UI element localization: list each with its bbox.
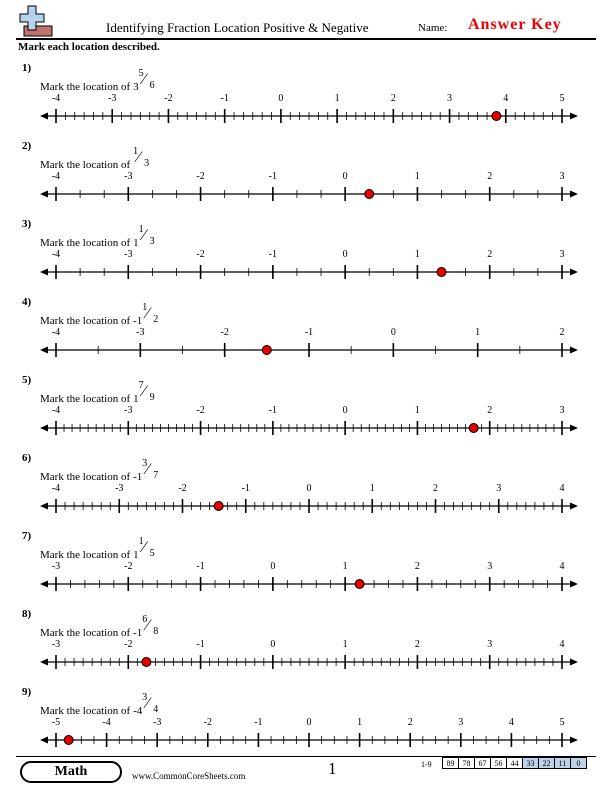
fraction-numerator: 5 (138, 68, 144, 79)
left-arrow-icon (40, 425, 48, 432)
fraction-slash: ⁄ (137, 149, 140, 166)
number-line (0, 374, 612, 454)
tick-label: 0 (342, 249, 348, 260)
right-arrow-icon (570, 269, 578, 276)
tick-label: -3 (51, 639, 61, 650)
tick-label: 2 (487, 249, 493, 260)
right-arrow-icon (570, 503, 578, 510)
page-footer (0, 756, 612, 792)
tick-label: -3 (153, 717, 162, 728)
tick-label: 4 (508, 717, 514, 728)
tick-label: -1 (196, 561, 205, 572)
prompt-text: Mark the location of (40, 393, 131, 405)
problem-number: 4) (22, 296, 32, 308)
prompt-text: Mark the location of (40, 471, 131, 483)
tick-label: -3 (124, 405, 133, 416)
score-cell: 78 (459, 758, 475, 769)
problem-number: 2) (22, 140, 32, 152)
problem (0, 530, 612, 610)
fraction-slash: ⁄ (142, 227, 146, 244)
tick-label: 3 (487, 561, 493, 572)
number-line (0, 530, 612, 610)
score-range-label: 1-9 (421, 760, 432, 769)
tick-label: 2 (559, 327, 565, 338)
tick-label: -3 (124, 171, 133, 182)
tick-label: 3 (559, 171, 565, 182)
answer-marker (437, 268, 446, 277)
score-cell: 56 (491, 758, 507, 769)
prompt-text: Mark the location of (40, 627, 131, 639)
tick-label: 0 (278, 93, 284, 104)
tick-label: 2 (407, 717, 413, 728)
number-line (0, 62, 612, 142)
fraction-denominator: 3 (144, 158, 150, 169)
answer-marker (262, 346, 271, 355)
tick-label: 2 (487, 405, 493, 416)
left-arrow-icon (40, 113, 48, 120)
tick-label: -2 (196, 249, 205, 260)
tick-label: 3 (559, 249, 565, 260)
tick-label: 1 (414, 249, 420, 260)
problem (0, 218, 612, 298)
problem (0, 140, 612, 220)
fraction-denominator: 5 (149, 548, 155, 559)
fraction-numerator: 6 (142, 614, 148, 625)
problem (0, 296, 612, 376)
fraction-numerator: 1 (138, 536, 144, 547)
tick-label: -4 (102, 717, 111, 728)
answer-marker (142, 658, 151, 667)
problem-number: 1) (22, 62, 32, 74)
left-arrow-icon (40, 581, 48, 588)
problem-number: 7) (22, 530, 32, 542)
fraction-denominator: 8 (153, 626, 159, 637)
score-table (442, 757, 587, 769)
problem (0, 686, 612, 766)
whole-number: 1 (133, 237, 139, 249)
tick-label: -3 (51, 561, 61, 572)
tick-label: 1 (342, 561, 348, 572)
score-cell: 44 (507, 758, 523, 769)
page-header (0, 0, 612, 40)
score-cell: 33 (523, 758, 539, 769)
tick-label: -2 (124, 639, 133, 650)
score-cell: 22 (539, 758, 555, 769)
fraction-numerator: 3 (142, 458, 148, 469)
tick-label: -1 (268, 171, 278, 182)
prompt-text: Mark the location of (40, 315, 131, 327)
tick-label: 5 (559, 93, 565, 104)
tick-label: 2 (414, 561, 420, 572)
problem-number: 6) (22, 452, 32, 464)
tick-label: -3 (115, 483, 124, 494)
right-arrow-icon (570, 425, 578, 432)
tick-label: 3 (496, 483, 502, 494)
tick-label: -1 (220, 93, 229, 104)
left-arrow-icon (40, 737, 48, 744)
tick-label: -2 (196, 171, 205, 182)
name-label: Name: (418, 22, 448, 34)
whole-number: 1 (133, 393, 139, 405)
number-line (0, 296, 612, 376)
tick-label: -2 (203, 717, 212, 728)
whole-number: 3 (133, 81, 139, 93)
tick-label: 4 (503, 93, 509, 104)
tick-label: 1 (334, 93, 340, 104)
tick-label: -2 (220, 327, 229, 338)
instructions: Mark each location described. (18, 41, 160, 53)
tick-label: 5 (559, 717, 565, 728)
problem-number: 3) (22, 218, 32, 230)
whole-number: -1 (133, 471, 143, 483)
fraction-denominator: 2 (153, 314, 159, 325)
whole-number: -1 (133, 315, 143, 327)
right-arrow-icon (570, 191, 578, 198)
website-text: www.CommonCoreSheets.com (132, 771, 246, 781)
fraction-numerator: 1 (133, 146, 139, 157)
tick-label: 0 (270, 561, 276, 572)
tick-label: -1 (254, 717, 263, 728)
fraction-denominator: 4 (153, 704, 159, 715)
tick-label: 2 (414, 639, 420, 650)
subject-badge: Math (20, 761, 122, 783)
fraction-slash: ⁄ (146, 617, 149, 634)
tick-label: 4 (559, 561, 565, 572)
prompt-text: Mark the location of (40, 705, 131, 717)
score-cell: 0 (571, 758, 587, 769)
problem (0, 62, 612, 142)
number-line (0, 608, 612, 688)
tick-label: -1 (241, 483, 250, 494)
tick-label: -4 (51, 405, 61, 416)
tick-label: -2 (178, 483, 187, 494)
tick-label: 0 (306, 483, 312, 494)
answer-marker (214, 502, 223, 511)
right-arrow-icon (570, 581, 578, 588)
left-arrow-icon (40, 269, 48, 276)
answer-marker (469, 424, 478, 433)
tick-label: -4 (51, 327, 61, 338)
left-arrow-icon (40, 659, 48, 666)
right-arrow-icon (570, 659, 578, 666)
problem (0, 452, 612, 532)
tick-label: 0 (390, 327, 396, 338)
tick-label: -3 (124, 249, 133, 260)
whole-number: -4 (133, 705, 143, 717)
tick-label: 1 (414, 405, 420, 416)
fraction-slash: ⁄ (142, 539, 146, 556)
fraction-numerator: 1 (138, 224, 144, 235)
score-cell: 89 (443, 758, 459, 769)
right-arrow-icon (570, 737, 578, 744)
header-divider (16, 38, 596, 40)
prompt-text: Mark the location of (40, 159, 131, 171)
tick-label: 1 (357, 717, 363, 728)
tick-label: -1 (268, 405, 278, 416)
number-line (0, 686, 612, 766)
left-arrow-icon (40, 191, 48, 198)
answer-marker (64, 736, 73, 745)
fraction-slash: ⁄ (142, 383, 146, 400)
fraction-slash: ⁄ (146, 461, 149, 478)
tick-label: 2 (487, 171, 493, 182)
answer-marker (492, 112, 501, 121)
fraction-denominator: 7 (153, 470, 159, 481)
tick-label: -4 (51, 171, 61, 182)
fraction-numerator: 3 (142, 692, 148, 703)
fraction-numerator: 7 (138, 380, 144, 391)
tick-label: 4 (559, 483, 565, 494)
tick-label: 3 (487, 639, 493, 650)
tick-label: 1 (342, 639, 348, 650)
fraction-denominator: 6 (149, 80, 155, 91)
problem-number: 5) (22, 374, 32, 386)
number-line (0, 218, 612, 298)
score-cell: 67 (475, 758, 491, 769)
tick-label: -5 (51, 717, 61, 728)
tick-label: 4 (559, 639, 565, 650)
tick-label: 2 (390, 93, 396, 104)
tick-label: -1 (196, 639, 205, 650)
tick-label: -1 (268, 249, 278, 260)
fraction-denominator: 9 (149, 392, 155, 403)
prompt-text: Mark the location of (40, 237, 131, 249)
whole-number: 1 (133, 549, 139, 561)
tick-label: -2 (196, 405, 205, 416)
tick-label: 0 (306, 717, 312, 728)
tick-label: 0 (270, 639, 276, 650)
tick-label: 3 (559, 405, 565, 416)
answer-marker (365, 190, 374, 199)
left-arrow-icon (40, 347, 48, 354)
tick-label: 3 (458, 717, 464, 728)
tick-label: 1 (414, 171, 420, 182)
problem-number: 8) (22, 608, 32, 620)
tick-label: -4 (51, 483, 61, 494)
tick-label: -4 (51, 249, 61, 260)
tick-label: -4 (51, 93, 61, 104)
tick-label: 0 (342, 405, 348, 416)
answer-key-label: Answer Key (468, 16, 562, 33)
tick-label: 1 (475, 327, 481, 338)
tick-label: 2 (433, 483, 438, 494)
fraction-numerator: 1 (142, 302, 148, 313)
prompt-text: Mark the location of (40, 81, 131, 93)
tick-label: -1 (304, 327, 314, 338)
tick-label: -2 (164, 93, 173, 104)
page-title: Identifying Fraction Location Positive & Negative (106, 20, 369, 35)
tick-label: 1 (369, 483, 375, 494)
page-number: 1 (328, 759, 337, 778)
tick-label: 3 (447, 93, 453, 104)
right-arrow-icon (570, 113, 578, 120)
tick-label: -3 (136, 327, 145, 338)
problem-number: 9) (22, 686, 32, 698)
left-arrow-icon (40, 503, 48, 510)
problem (0, 374, 612, 454)
tick-label: 0 (342, 171, 348, 182)
fraction-slash: ⁄ (146, 305, 149, 322)
score-cell: 11 (555, 758, 571, 769)
whole-number: -1 (133, 627, 143, 639)
answer-marker (355, 580, 364, 589)
prompt-text: Mark the location of (40, 549, 131, 561)
fraction-slash: ⁄ (146, 695, 149, 712)
plus-logo-icon (18, 4, 54, 38)
fraction-slash: ⁄ (142, 71, 146, 88)
right-arrow-icon (570, 347, 578, 354)
fraction-denominator: 3 (149, 236, 155, 247)
tick-label: -3 (108, 93, 117, 104)
number-line (0, 140, 612, 220)
problem (0, 608, 612, 688)
number-line (0, 452, 612, 532)
tick-label: -2 (124, 561, 133, 572)
